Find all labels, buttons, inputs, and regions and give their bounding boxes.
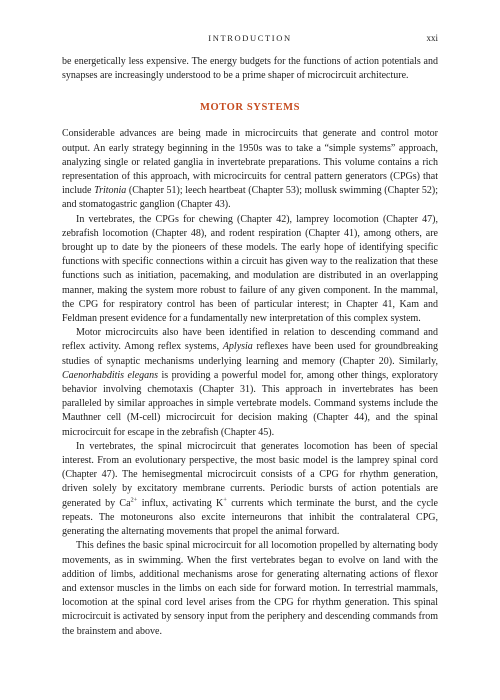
text-run: Motor microcircuits also have been identified in relation to descending command and reflex activity. Among reflex systems, bbox=[62, 327, 438, 353]
running-head bbox=[62, 32, 438, 44]
text-run: reflexes have been used for groundbreaking studies of synaptic mechanisms underlying learning and memory (Chapter 20). Similarly, bbox=[62, 341, 438, 367]
text-run: In vertebrates, the spinal microcircuit that generates locomotion has been of special interest. From an evolutionary perspective, the most basic model is the lamprey spinal cord (Chapter 47). The hemisegmental microcircuit consists of a CPG for rhythm generation, driven solely by excitatory membrane currents. Periodic bursts of action potentials are generated by Ca bbox=[62, 440, 438, 509]
running-title: INTRODUCTION bbox=[208, 33, 292, 43]
text-run: currents which terminate the burst, and the cycle repeats. The motoneurons also excite interneurons that inhibit the contralateral CPG, generating the alternating movements that propel the animal forward. bbox=[62, 497, 438, 538]
paragraph bbox=[62, 213, 438, 327]
text-run: In vertebrates, the CPGs for chewing (Chapter 42), lamprey locomotion (Chapter 47), zebrafish locomotion (Chapter 48), and rodent respiration (Chapter 41), among others, are brought up to date by the pioneers of these models. The early hope of identifying specific functions with specific connections within a circuit has given way to the realization that these functions such as initiation, pacemaking, and modulation are distributed in an overlapping manner, making the system more robust to failure of any given component. In the mammal, the CPG for respiratory control has been of particular interest; in Chapter 41, Kam and Feldman present evidence for a fundamentally new interpretation of this complex system. bbox=[62, 213, 438, 325]
superscript: + bbox=[223, 496, 227, 504]
text-run: is providing a powerful model for, among other things, exploratory behavior involving chemotaxis (Chapter 31). This approach in invertebrates has been paralleled by similar approaches in simple vertebrate models. Command systems include the Mauthner cell (M-cell) microcircuit for decision making (Chapter 44), and the spinal microcircuit for escape in the zebrafish (Chapter 45). bbox=[62, 369, 439, 438]
italic-term: Caenorhabditis elegans bbox=[62, 369, 159, 381]
paragraph bbox=[62, 326, 438, 440]
text-run: influx, activating K bbox=[137, 497, 224, 509]
paragraph bbox=[62, 539, 438, 638]
text-run: This defines the basic spinal microcircuit for all locomotion propelled by alternating body movements, as in swimming. When the first vertebrates began to evolve on land with the addition of limbs, additional mechanisms arose for generating alternating actions of flexor and extensor muscles in the limbs on each side for forward motion. In terrestrial mammals, locomotion at the spinal cord level arises from the CPG for rhythm generation. This spinal microcircuit is activated by sensory input from the periphery and descending commands from the brainstem and above. bbox=[62, 540, 438, 637]
paragraph bbox=[62, 127, 438, 212]
paragraph bbox=[62, 55, 438, 83]
body-text bbox=[62, 55, 438, 639]
paragraph bbox=[62, 440, 438, 539]
text-run: (Chapter 51); leech heartbeat (Chapter 53); mollusk swimming (Chapter 52); and stomatogastric ganglion (Chapter 43). bbox=[62, 185, 439, 211]
text-run: be energetically less expensive. The energy budgets for the functions of action potentials and synapses are increasingly understood to be a prime shaper of microcircuit architecture. bbox=[62, 56, 438, 82]
text-run: Considerable advances are being made in microcircuits that generate and control motor output. An early strategy beginning in the 1950s was to take a “simple systems” approach, analyzing single or related ganglia in invertebrate preparations. This volume contains a rich representation of this approach, with microcircuits for central pattern generators (CPGs) that include bbox=[62, 128, 438, 197]
italic-term: Tritonia bbox=[94, 185, 127, 197]
page-number: xxi bbox=[426, 33, 438, 43]
section-heading: MOTOR SYSTEMS bbox=[199, 102, 301, 114]
italic-term: Aplysia bbox=[222, 341, 253, 353]
superscript: 2+ bbox=[130, 496, 138, 504]
